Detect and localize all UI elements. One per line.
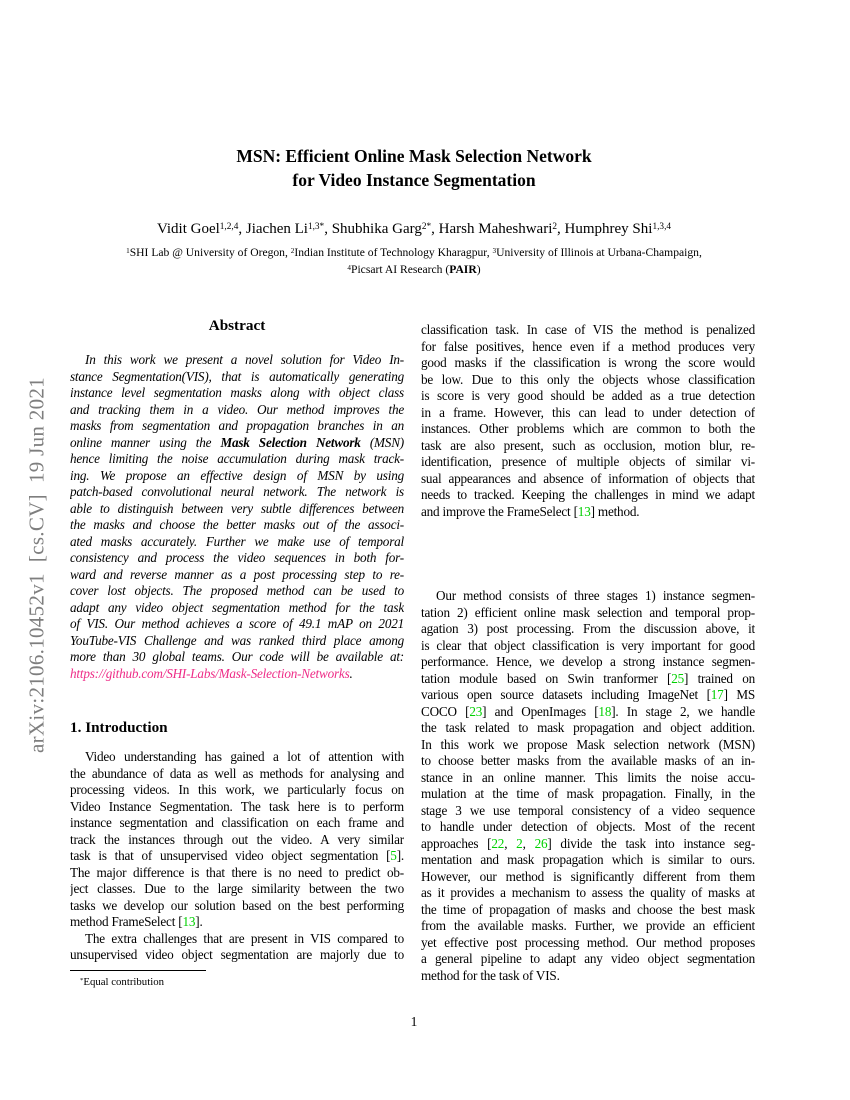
text-line: ward and reverse manner as a post processing step to re- [70,566,404,582]
text-line: the masks and choose the better masks out of the associ- [70,517,404,532]
citation-ref[interactable]: 13 [577,503,591,519]
text-line: stance in an online manner. This limits the noise accu- [421,769,755,785]
text-line: method for the task of VIS. [421,967,560,983]
text-line: identification, presence of multiple objects of similar vi- [421,454,755,469]
text-line: needs to tracked. Keeping the challenges in mind we adapt [421,487,755,502]
text-line: adapt any video object segmentation method for the task [70,599,404,615]
citation-ref[interactable]: 26 [534,835,548,851]
citation-ref[interactable]: 17 [710,687,724,702]
text-line: the time of propagation of masks and choose the best mask [421,901,755,917]
text-line: yet effective post processing method. Our method proposes [421,934,755,950]
text-line: https://github.com/SHI-Labs/Mask-Selection-Networks. [70,665,353,681]
text-line: Video understanding has gained a lot of attention with [85,749,404,764]
citation-ref[interactable]: 13 [182,914,196,929]
citation-ref[interactable]: 22 [491,835,505,851]
text-line: In this work we propose Mask selection network (MSN) [421,736,755,752]
right-column-paragraph-1 [421,322,755,520]
text-line: tation 2) efficient online mask selection and temporal prop- [421,604,755,620]
title-line-2: for Video Instance Segmentation [292,170,536,190]
text-line: task are also present, such as occlusion, motion blur, re- [421,437,755,453]
text-line: Video Instance Segmentation. The task here is to perform [70,798,404,814]
github-link[interactable]: https://github.com/SHI-Labs/Mask-Selection-Networks [70,665,350,681]
text-line: approaches [22, 2, 26] divide the task into instance seg- [421,835,755,851]
introduction-body [70,749,404,964]
text-line: hence limiting the noise accumulation during mask track- [70,451,404,466]
text-line: is clear that object classification is very important for good [421,637,755,653]
text-line: ing. We propose an effective design of MSN by using [70,467,404,483]
text-line: online manner using the Mask Selection Network (MSN) [70,434,404,450]
text-line: to handle under detection of objects. Most of the recent [421,819,755,834]
text-line: instance level segmentation masks along with object class [70,385,404,400]
right-column-paragraph-2 [421,588,755,984]
abstract-heading: Abstract [208,317,266,334]
citation-ref[interactable]: 25 [671,670,685,686]
text-line: tation module based on Swin tranformer [25] trained on [421,670,755,686]
text-line: for false positives, hence even if a method produces very [421,338,755,354]
text-line: task is that of unsupervised video object segmentation [5]. [70,848,404,863]
text-line: YouTube-VIS Challenge and was ranked third place among [70,632,404,648]
text-line: tasks we develop our solution based on the best performing [70,897,404,913]
citation-ref[interactable]: 5 [390,848,397,863]
text-line: classification task. In case of VIS the method is penalized [421,322,755,337]
text-line: sual appearances and absence of information of objects that [421,470,755,486]
text-line: mentation and mask propagation which is similar to ours. [421,852,755,867]
text-line: stage 3 we use temporal consistency of a video sequence [421,802,755,818]
citation-ref[interactable]: 23 [469,703,483,719]
text-line: and improve the FrameSelect [13] method. [421,503,640,519]
equal-contribution-footnote: *Equal contribution [80,976,165,988]
text-line: a general pipeline to adapt any video object segmentation [421,951,755,966]
text-line: patch-based convolutional neural network. The network is [70,484,404,499]
text-line: method FrameSelect [13]. [70,914,203,929]
text-line: masks from segmentation and propagation branches in an [70,418,404,433]
text-line: the task related to mask propagation and object addition. [421,720,755,735]
text-line: is score is very good should be added as a true detection [421,388,755,403]
arxiv-watermark: arXiv:2106.10452v1 [cs.CV] 19 Jun 2021 [24,377,49,753]
text-line: unsupervised video object segmentation are majorly due to [70,947,404,962]
text-line: to choose better masks from the available masks of an in- [421,753,755,768]
text-line: COCO [23] and OpenImages [18]. In stage 2, we handle [421,703,755,719]
text-line: of VIS. Our method achieves a score of 49.1 mAP on 2021 [70,616,404,631]
text-line: stance Segmentation(VIS), that is automatically generating [70,368,404,384]
text-line: from the available masks. Further, we provide an efficient [421,918,755,933]
introduction-heading: 1. Introduction [70,719,168,736]
text-line: more than 30 global teams. Our code will be available at: [70,649,404,664]
text-line: and tracking them in a video. Our method improves the [70,401,404,417]
text-line: However, our method is significantly different from them [421,868,755,884]
affiliation-line-1: $^1$SHI Lab @ University of Oregon, $^2$Indian Institute of Technology Kharagpur, $^3$University of Illinois at Urbana-Champaign, [126,246,702,259]
text-line: in a frame. However, this can lead to under detection of [421,404,755,420]
text-line: ated masks accurately. Further we make use of temporal [70,533,404,549]
affiliation-line-2: $^4$Picsart AI Research (PAIR) [347,263,481,276]
citation-ref[interactable]: 2 [516,835,523,851]
text-line: ject classes. Due to the large similarity between the two [70,881,404,896]
authors-line: Vidit Goel$^{1,2,4}$, Jiachen $Li^{1,3*}$, Shubhika Garg$^{2*}$, Harsh Maheshwari$^2$, Humphrey Shi$^{1,3,4}$ [156,221,672,237]
text-line: instance segmentation and classification on each frame and [70,815,404,830]
text-line: processing videos. In this work, we particularly focus on [70,782,404,797]
text-line: good masks if the classification is wrong the score would [421,355,755,370]
text-line: In this work we present a novel solution for Video In- [85,352,404,367]
text-line: track the instances through out the video. A very similar [70,831,404,847]
text-line: performance. Hence, we develop a strong instance segmen- [421,654,755,669]
text-line: Our method consists of three stages 1) instance segmen- [436,588,755,603]
text-line: The major difference is that there is no need to predict ob- [70,864,404,880]
abstract-body [70,352,404,682]
text-line: be low. Due to this only the objects whose classification [421,371,755,387]
text-line: able to distinguish between very subtle differences between [70,500,404,516]
footnote-rule [70,970,206,971]
text-line: as it provides a mechanism to assess the quality of masks at [421,885,755,900]
text-line: agation 3) post processing. From the discussion above, it [421,621,755,636]
text-line: various open source datasets including ImageNet [17] MS [421,687,755,702]
paper-title [0,144,828,192]
text-line: cover lost objects. The proposed method can be used to [70,583,404,598]
text-line: instances. Other problems which are common to both the [421,421,755,436]
text-line: the abundance of data as well as methods for analysing and [70,765,404,781]
text-line: The extra challenges that are present in VIS compared to [85,930,404,946]
citation-ref[interactable]: 18 [598,703,612,719]
page-number: 1 [410,1014,418,1029]
text-line: consistency and process the video sequences in both for- [70,550,404,565]
title-line-1: MSN: Efficient Online Mask Selection Network [236,146,592,166]
text-line: mulation at the time of mask propagation. Finally, in the [421,786,755,801]
